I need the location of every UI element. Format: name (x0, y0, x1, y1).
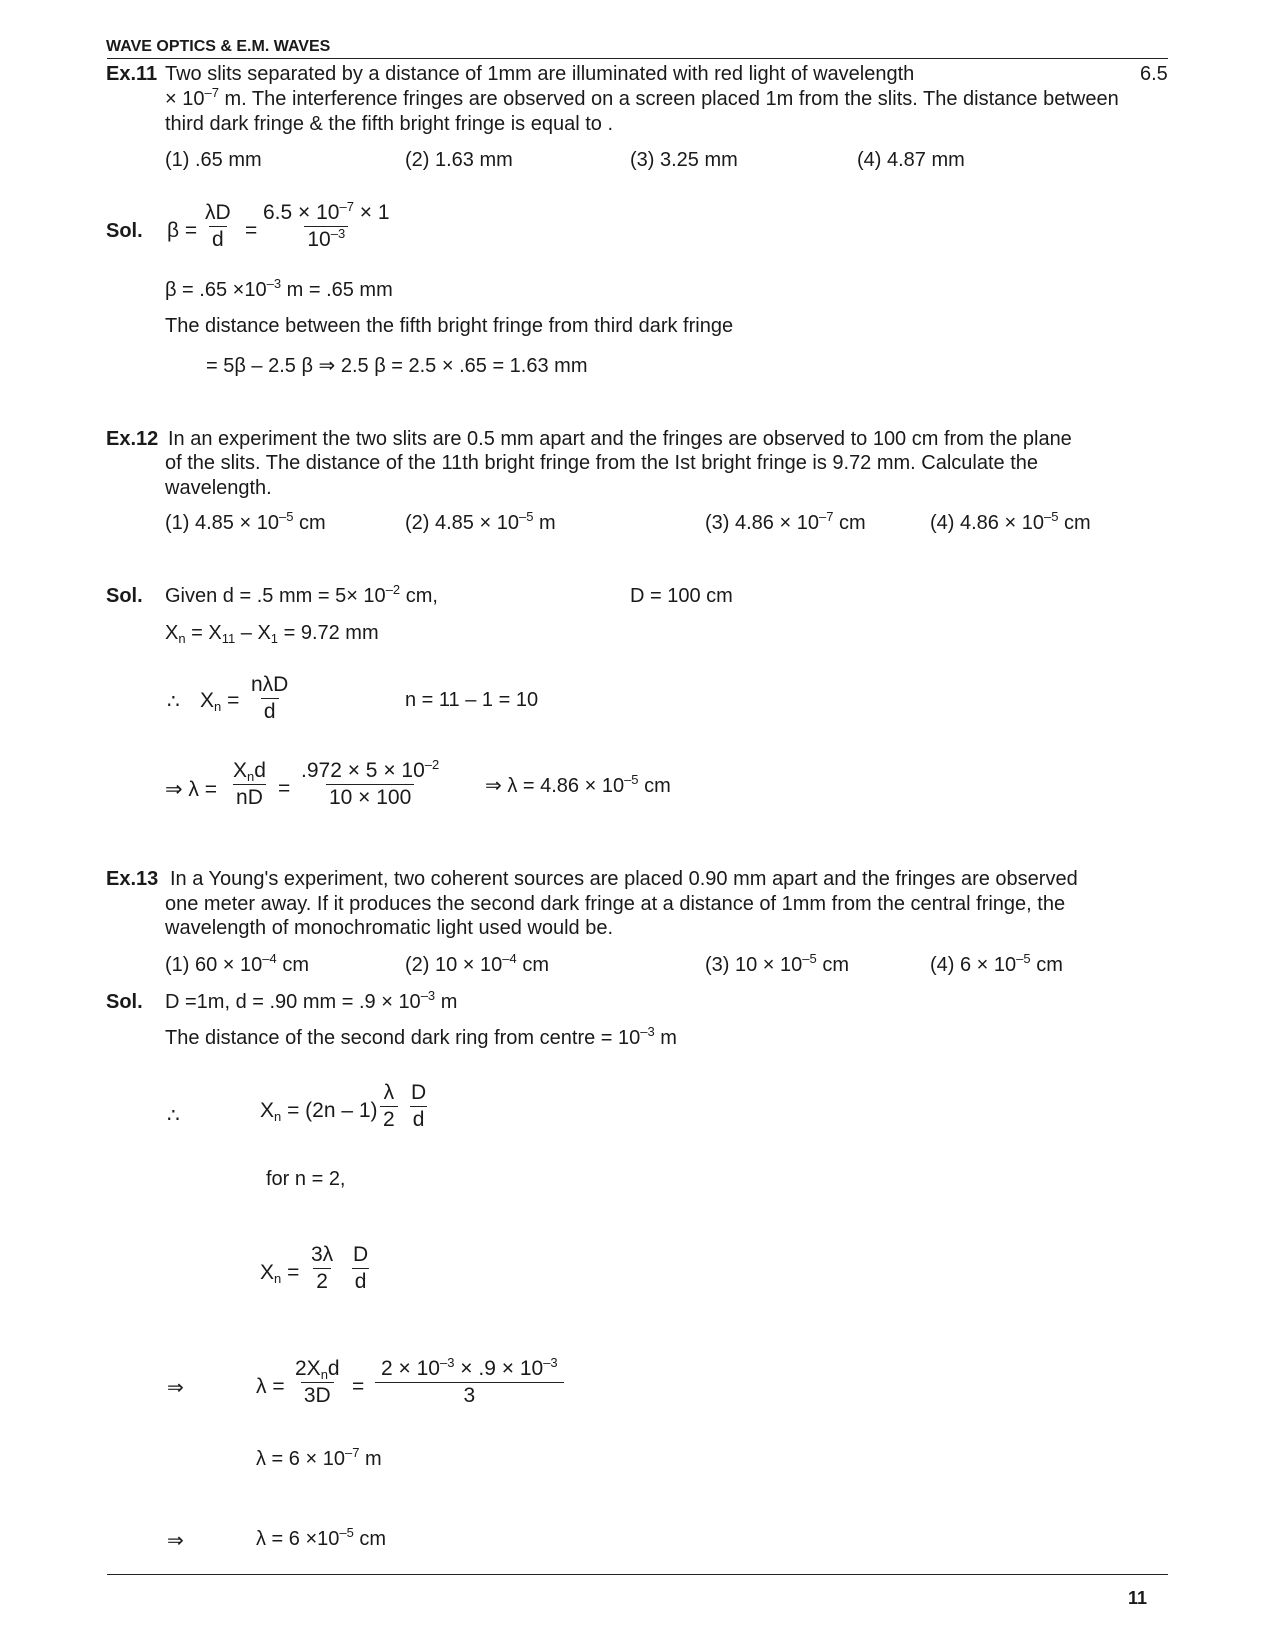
ex13-question-line2: one meter away. If it produces the second dark fringe at a distance of 1mm from the central fringe, the (165, 893, 1066, 915)
ex11-distance-text: The distance between the fifth bright fringe from third dark fringe (165, 315, 734, 337)
ex13-lambda-f1-numerator: $2X_nd$ (295, 1357, 340, 1382)
ex13-option-1: (1) $60 \times 10^{-4}$ cm (165, 951, 309, 976)
ex12-option-4: (4) $4.86 \times 10^{-5}$ cm (930, 509, 1091, 534)
ex13-lambda-f2-numerator: $2 \times 10^{-3} \times .9 \times 10^{-3}$ (381, 1355, 558, 1380)
ex12-sol-label: Sol. (106, 585, 143, 607)
ex11-fraction-values (260, 200, 393, 253)
ex13-lambda-fraction-1 (292, 1356, 343, 1409)
ex12-xn-numerator: nλD (251, 673, 289, 696)
header-rule (107, 58, 1168, 59)
ex12-given-D: D = 100 cm (630, 585, 733, 607)
ex12-question-line1: In an experiment the two slits are 0.5 mm apart and the fringes are observed to 100 cm from the plane (168, 428, 1072, 450)
ex13-distance-text: The distance of the second dark ring from centre = $10^{-3}$ m (165, 1024, 677, 1049)
ex12-lambda-fraction-1 (230, 758, 269, 811)
ex12-question-line2: of the slits. The distance of the 11th bright fringe from the Ist bright fringe is 9.72 mm. Calculate the (165, 452, 1039, 474)
ex13-lambda-m: $\lambda = 6 \times 10^{-7}$ m (256, 1445, 382, 1470)
ex12-xn-fraction (248, 672, 291, 725)
ex13-implies2-icon: ⇒ (167, 1530, 184, 1552)
ex11-result: = 5β – 2.5 β ⇒ 2.5 β = 2.5 × .65 = 1.63 mm (206, 355, 588, 377)
ex13-xn2-f2-denominator: d (352, 1268, 370, 1295)
ex11-fraction-numerator: λD (205, 201, 231, 224)
ex11-option-4: (4) 4.87 mm (857, 149, 965, 171)
ex13-label: Ex.13 (106, 868, 159, 890)
ex13-lambda-fraction-2 (378, 1356, 561, 1409)
ex13-lambda-equals: = (352, 1375, 365, 1398)
ex12-option-3: (3) $4.86 \times 10^{-7}$ cm (705, 509, 866, 534)
ex11-question-line3: third dark fringe & the fifth bright fringe is equal to . (165, 113, 614, 135)
ex12-question-line3: wavelength. (165, 477, 272, 499)
page-number: 11 (1128, 1588, 1148, 1608)
footer-rule (107, 1574, 1168, 1575)
ex12-given: Given d = .5 mm = $5\times 10^{-2}$ cm, (165, 582, 438, 607)
ex11-values-denominator: $10^{-3}$ (304, 226, 348, 253)
ex12-lambda-equals: = (278, 777, 291, 800)
ex13-lambda-lhs: λ = (256, 1375, 285, 1398)
ex12-lambda-result: ⇒ $\lambda = 4.86 \times 10^{-5}$ cm (485, 772, 671, 797)
ex12-xn-line: $X_n = X_{11} - X_1 = 9.72$ mm (165, 622, 379, 646)
ex13-option-2: (2) $10 \times 10^{-4}$ cm (405, 951, 549, 976)
ex13-xn2-f2-numerator: D (353, 1243, 369, 1266)
ex13-given: D =1m, d = .90 mm = $.9 \times 10^{-3}$ m (165, 988, 458, 1013)
ex11-beta-lhs: β = (167, 219, 198, 242)
ex13-xn2-lhs: $X_n$ = (260, 1261, 300, 1286)
ex13-lambda-f2-denominator: 3 (375, 1382, 564, 1409)
ex12-lambda-lhs: ⇒ λ = (165, 778, 218, 801)
ex12-lambda-f1-denominator: nD (233, 784, 266, 811)
ex13-xn-f2-numerator: D (411, 1081, 427, 1104)
ex13-lambda-f1-denominator: 3D (301, 1382, 334, 1409)
ex11-equals: = (245, 219, 258, 242)
running-header: WAVE OPTICS & E.M. WAVES (106, 38, 331, 55)
ex12-xn-lhs: $X_n$ = (200, 689, 240, 714)
ex13-for-n: for n = 2, (266, 1168, 346, 1190)
ex13-xn-f1-numerator: λ (383, 1081, 395, 1104)
ex13-xn-fraction-2 (408, 1080, 429, 1133)
ex11-option-2: (2) 1.63 mm (405, 149, 513, 171)
ex12-xn-denominator: d (261, 698, 279, 725)
ex12-lambda-f2-denominator: 10 × 100 (326, 784, 414, 811)
ex11-sol-label: Sol. (106, 220, 143, 242)
ex11-beta-value: $\beta = .65 \times 10^{-3}$ m = .65 mm (165, 276, 393, 301)
ex13-option-3: (3) $10 \times 10^{-5}$ cm (705, 951, 849, 976)
ex12-option-2: (2) $4.85 \times 10^{-5}$ m (405, 509, 556, 534)
ex12-n-calc: n = 11 – 1 = 10 (405, 689, 539, 711)
ex12-option-1: (1) $4.85 \times 10^{-5}$ cm (165, 509, 326, 534)
ex13-xn-f1-denominator: 2 (380, 1106, 398, 1133)
ex13-xn2-f1-numerator: 3λ (311, 1243, 334, 1266)
ex12-lambda-fraction-2 (298, 758, 442, 811)
ex11-fraction-lambda-d (202, 200, 234, 253)
ex13-lambda-cm: $\lambda = 6 \times 10^{-5}$ cm (256, 1525, 387, 1550)
ex11-label: Ex.11 (106, 63, 158, 85)
ex13-xn-f2-denominator: d (410, 1106, 428, 1133)
ex13-question-line1: In a Young's experiment, two coherent sources are placed 0.90 mm apart and the fringes are observed (170, 868, 1078, 890)
ex11-option-3: (3) 3.25 mm (630, 149, 738, 171)
ex11-fraction-denominator: d (209, 226, 227, 253)
ex11-question-line1: Two slits separated by a distance of 1mm are illuminated with red light of wavelength (165, 63, 915, 85)
ex13-xn-fraction-1 (380, 1080, 398, 1133)
ex13-sol-label: Sol. (106, 991, 143, 1013)
ex13-question-line3: wavelength of monochromatic light used would be. (165, 917, 614, 939)
ex13-therefore-icon: ∴ (167, 1105, 180, 1127)
ex11-question-line2: × $10^{-7}$ m. The interference fringes are observed on a screen placed 1m from the slits. The distance between (165, 85, 1119, 110)
ex11-option-1: (1) .65 mm (165, 149, 262, 171)
ex13-implies-icon: ⇒ (167, 1377, 184, 1399)
ex13-xn2-f1-denominator: 2 (313, 1268, 331, 1295)
ex11-values-numerator: $6.5 \times 10^{-7} \times 1$ (263, 199, 390, 224)
ex12-lambda-f1-numerator: $X_nd$ (233, 759, 266, 784)
ex13-xn-formula-lhs: $X_n = (2n - 1)$ (260, 1099, 378, 1124)
ex13-xn2-fraction-2 (350, 1242, 371, 1295)
ex12-label: Ex.12 (106, 428, 159, 450)
ex12-lambda-f2-numerator: $.972 \times 5 \times 10^{-2}$ (301, 757, 440, 782)
ex11-question-line1-end: 6.5 (1140, 63, 1168, 85)
ex13-option-4: (4) $6 \times 10^{-5}$ cm (930, 951, 1063, 976)
ex12-therefore-icon: ∴ (167, 691, 180, 713)
ex13-xn2-fraction-1 (308, 1242, 336, 1295)
